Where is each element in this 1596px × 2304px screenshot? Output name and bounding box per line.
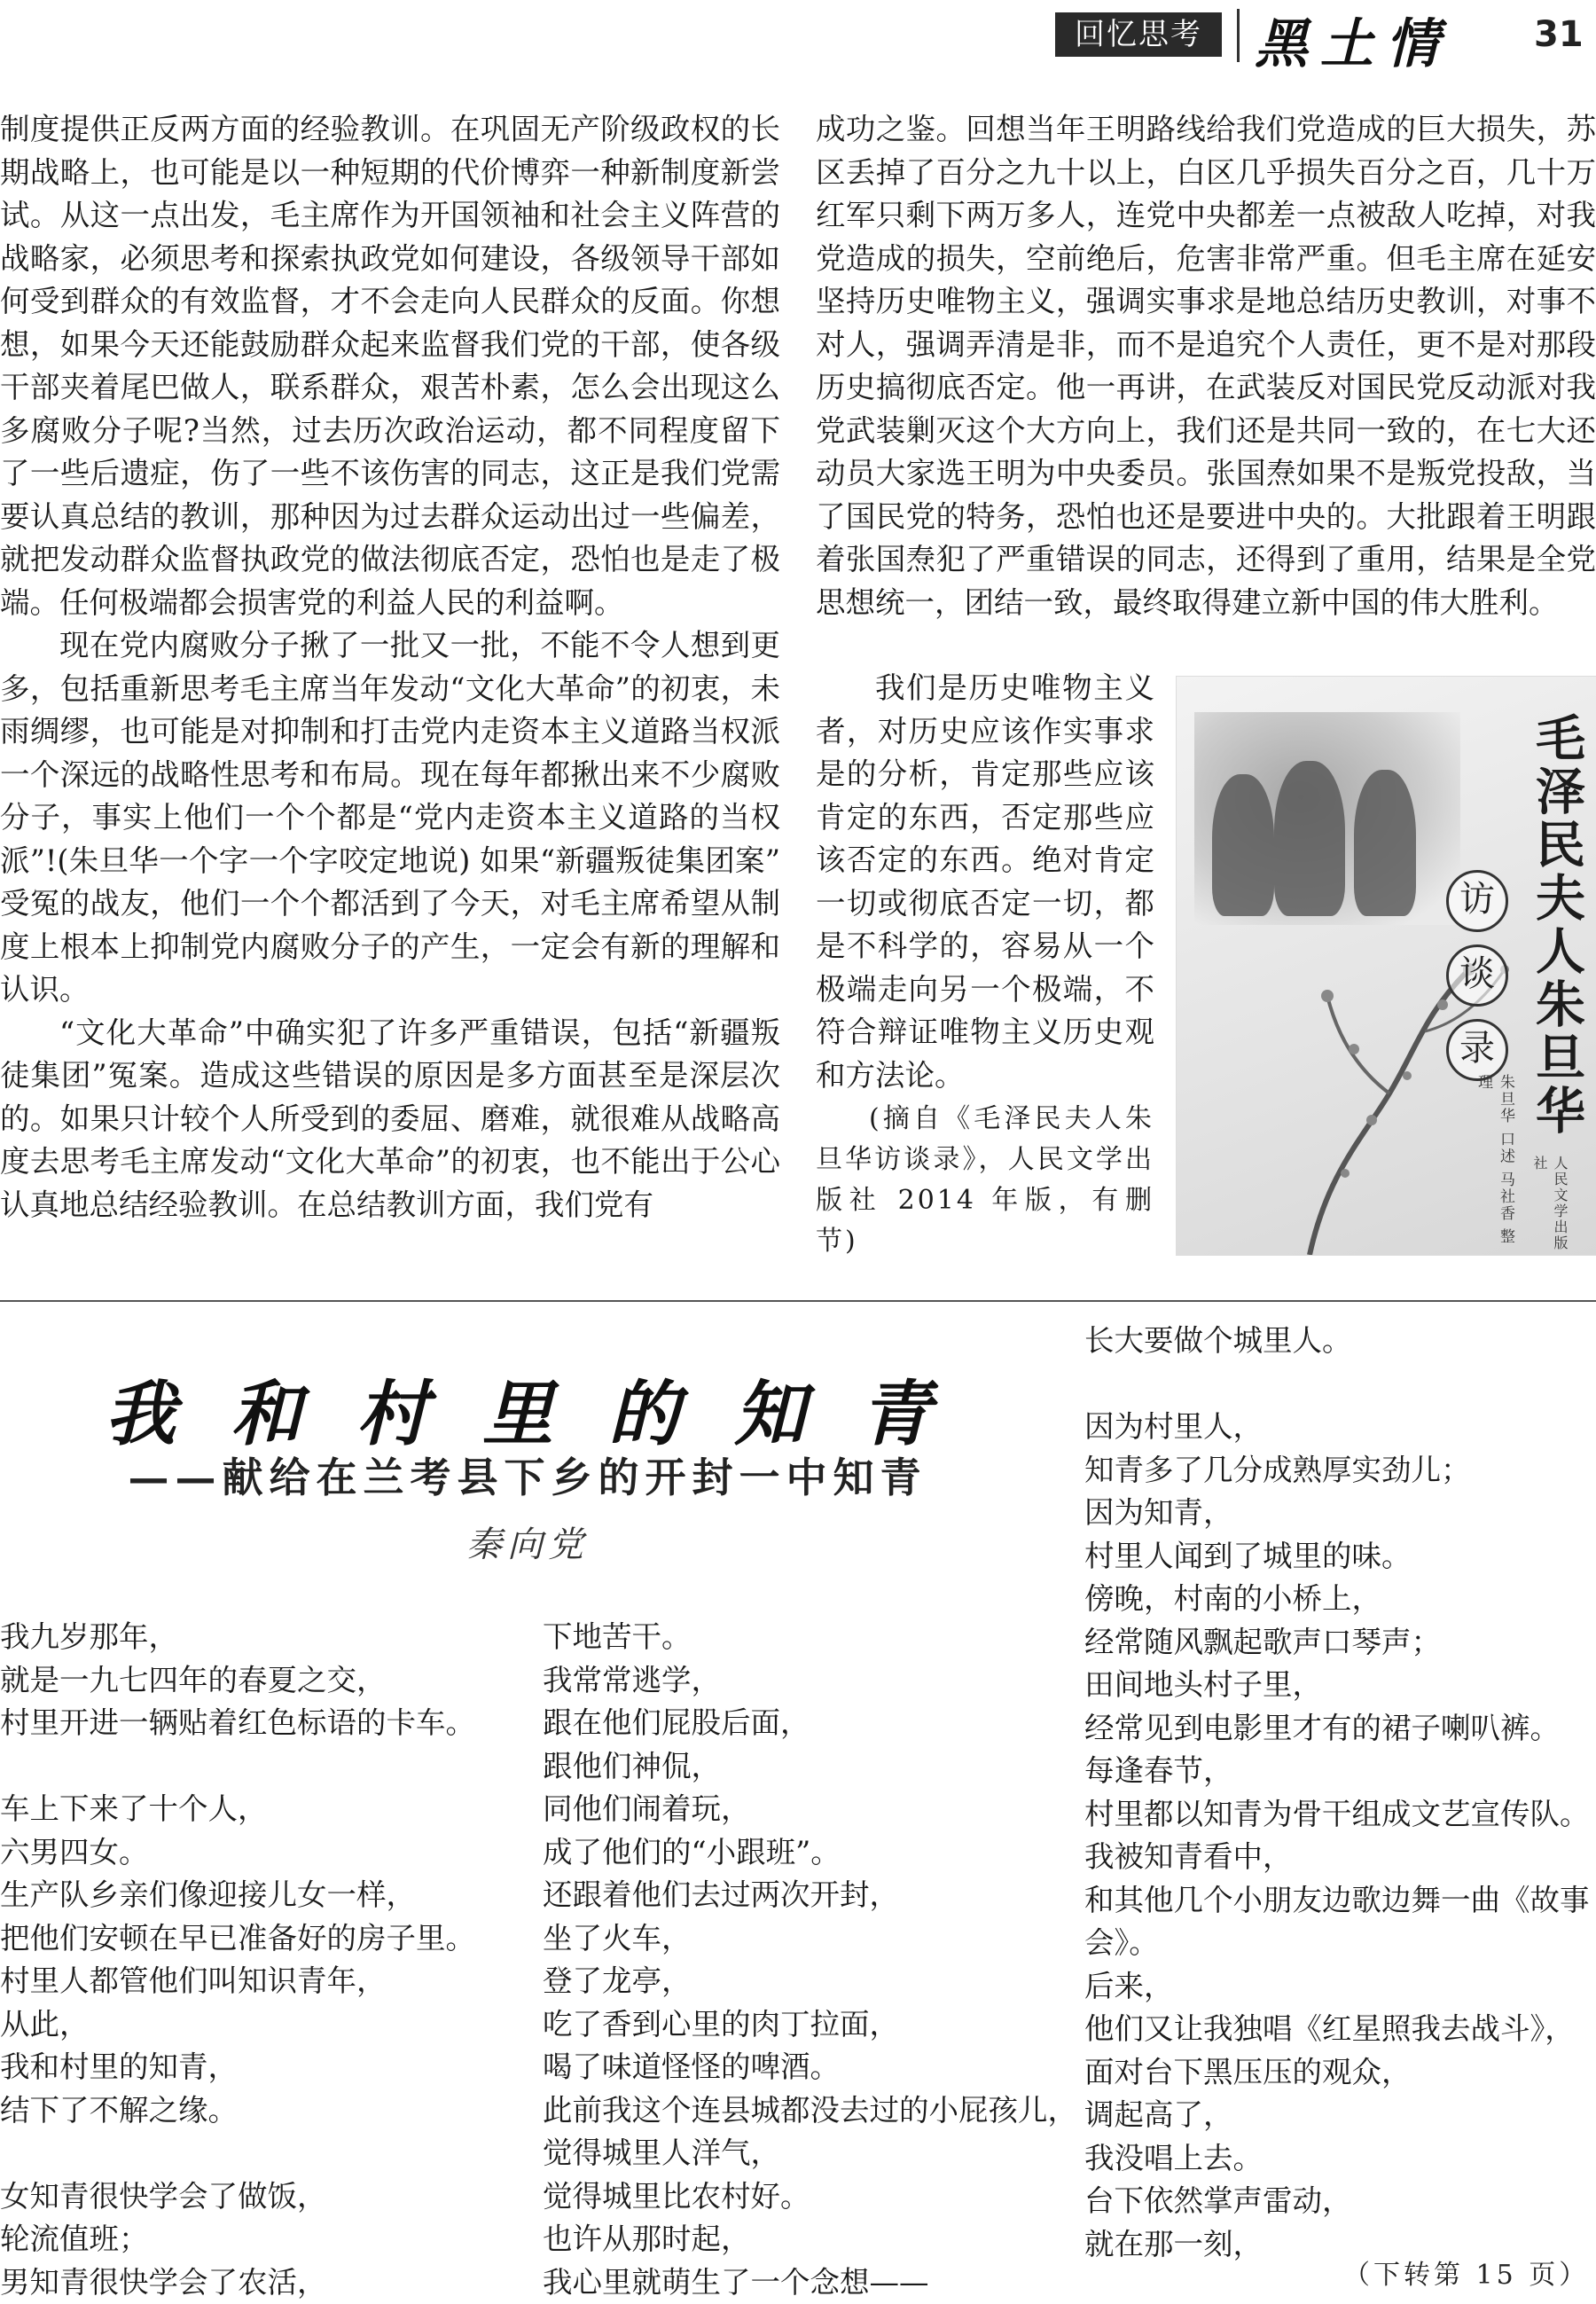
poem-line: 田间地头村子里， xyxy=(1084,1667,1322,1702)
article-paragraph: 现在党内腐败分子揪了一批又一批，不能不令人想到更多，包括重新思考毛主席当年发动“文化大革命”的初衷，未雨绸缪，也可能是对抑制和打击党内走资本主义道路当权派一个深远的战略性思考和布局。现在每年都揪出来不少腐败分子，事实上他们一个个都是“党内走资本主义道路的当权派”!(朱旦华一个字一个字咬定地说) 如果“新疆叛徒集团案” 受冤的战友，他们一个个都活到了今天，对毛主席希望从制度上根本上抑制党内腐败分子的产生，一定会有新的理解和认识。 xyxy=(0,628,780,1007)
poem-line: 坐了火车， xyxy=(543,1920,692,1955)
poem-line: 登了龙亭， xyxy=(543,1963,692,1998)
poem-line: 吃了香到心里的肉丁拉面， xyxy=(543,2006,899,2041)
poem-line: 村里都以知青为骨干组成文艺宣传队。 xyxy=(1084,1796,1590,1831)
poem-line: 经常见到电影里才有的裙子喇叭裤。 xyxy=(1084,1710,1560,1745)
stanza-gap xyxy=(0,1745,523,1789)
cover-seal-char: 谈 xyxy=(1446,944,1508,1007)
poem-line: 跟在他们屁股后面， xyxy=(543,1705,810,1740)
magazine-title: 黑土情 xyxy=(1255,13,1451,75)
poem-subtitle: ——献给在兰考县下乡的开封一中知青 xyxy=(128,1454,927,1501)
cover-seal-column xyxy=(1443,870,1514,1093)
poem-line: 他们又让我独唱《红星照我去战斗》， xyxy=(1084,2011,1575,2046)
poem-line: 调起高了， xyxy=(1084,2097,1233,2132)
poem-line: 男知青很快学会了农活， xyxy=(0,2264,327,2300)
poem-line: 生产队乡亲们像迎接儿女一样， xyxy=(0,1877,416,1912)
poem-line: 长大要做个城里人。 xyxy=(1084,1323,1352,1358)
stanza-gap xyxy=(0,2132,523,2175)
article-paragraph: 我们是历史唯物主义者，对历史应该作实事求是的分析，肯定那些应该肯定的东西，否定那些应该否定的东西。绝对肯定一切或彻底否定一切，都是不科学的，容易从一个极端走向另一个极端，不符合辩证唯物主义历史观和方法论。 xyxy=(816,670,1154,1093)
cover-editors: 朱旦华 口述 马社香 整理 xyxy=(1475,1074,1514,1246)
poem-line: 后来， xyxy=(1084,1968,1174,2003)
cover-seal-char: 录 xyxy=(1446,1019,1508,1081)
poem-line: 觉得城里人洋气， xyxy=(543,2136,780,2170)
article-paragraph: “文化大革命”中确实犯了许多严重错误，包括“新疆叛徒集团”冤案。造成这些错误的原因是多方面甚至是深层次的。如果只计较个人所受到的委屈、磨难，就很难从战略高度去思考毛主席发动“文化大革命”的初衷，也不能出于公心认真地总结经验教训。在总结教训方面，我们党有 xyxy=(0,1015,780,1222)
poem-line: 车上下来了十个人， xyxy=(0,1791,268,1826)
poem-line: 觉得城里比农村好。 xyxy=(543,2178,810,2214)
poem-column-2 xyxy=(543,1616,1077,2304)
poem-line: 也许从那时起， xyxy=(543,2222,751,2256)
poem-line: 因为知青， xyxy=(1084,1495,1233,1530)
article-paragraph: 成功之鉴。回想当年王明路线给我们党造成的巨大损失，苏区丢掉了百分之九十以上，白区几乎损失百分之百，几十万红军只剩下两万多人，连党中央都差一点被敌人吃掉，对我党造成的损失，空前绝后，危害非常严重。但毛主席在延安坚持历史唯物主义，强调实事求是地总结历史教训，对事不对人，强调弄清是非，而不是追究个人责任，更不是对那段历史搞彻底否定。他一再讲，在武装反对国民党反动派对我党武装剿灭这个大方向上，我们还是共同一致的，在七大还动员大家选王明为中央委员。张国焘如果不是叛党投敌，当了国民党的特务，恐怕也还是要进中央的。大批跟着王明跟着张国焘犯了严重错误的同志，还得到了重用，结果是全党思想统一，团结一致，最终取得建立新中国的伟大胜利。 xyxy=(816,112,1596,620)
section-label: 回忆思考 xyxy=(1055,12,1222,57)
section-divider xyxy=(0,1300,1596,1302)
poem-line: 成了他们的“小跟班”。 xyxy=(543,1834,841,1869)
poem-line: 同他们闹着玩， xyxy=(543,1791,751,1826)
poem-line: 此前我这个连县城都没去过的小屁孩儿， xyxy=(543,2092,1077,2128)
poem-line: 知青多了几分成熟厚实劲儿； xyxy=(1084,1452,1471,1487)
poem-line: 村里人闻到了城里的味。 xyxy=(1084,1538,1412,1573)
poem-line: 跟他们神侃， xyxy=(543,1748,721,1783)
article-right-column xyxy=(816,108,1596,624)
poem-line: 台下依然掌声雷动， xyxy=(1084,2183,1352,2218)
poem-line: 傍晚，村南的小桥上， xyxy=(1084,1581,1381,1616)
book-cover-image xyxy=(1176,676,1596,1256)
poem-column-3 xyxy=(1084,1320,1596,2266)
poem-line: 我和村里的知青， xyxy=(0,2049,238,2084)
page-number: 31 xyxy=(1534,14,1584,55)
header-divider xyxy=(1237,9,1240,62)
cover-publisher: 人民文学出版社 xyxy=(1531,1156,1569,1251)
poem-line: 村里人都管他们叫知识青年， xyxy=(0,1963,387,1998)
poem-line: 把他们安顿在早已准备好的房子里。 xyxy=(0,1920,475,1955)
poem-line: 结下了不解之缘。 xyxy=(0,2092,238,2128)
poem-line: 我没唱上去。 xyxy=(1084,2140,1263,2175)
poem-line: 女知青很快学会了做饭， xyxy=(0,2178,327,2214)
poem-line: 从此， xyxy=(0,2006,90,2041)
cover-title: 毛泽民夫人朱旦华 xyxy=(1528,712,1585,1138)
poem-line: 就在那一刻， xyxy=(1084,2226,1263,2261)
poem-author: 秦向党 xyxy=(466,1524,589,1565)
poem-line: 还跟着他们去过两次开封， xyxy=(543,1877,899,1912)
poem-line: 因为村里人， xyxy=(1084,1409,1263,1444)
poem-line: 经常随风飘起歌声口琴声； xyxy=(1084,1624,1441,1659)
continued-note: （下转第 15 页） xyxy=(1343,2260,1590,2291)
poem-line: 每逢春节， xyxy=(1084,1753,1233,1788)
poem-line: 就是一九七四年的春夏之交， xyxy=(0,1662,387,1697)
poem-line: 喝了味道怪怪的啤酒。 xyxy=(543,2049,840,2084)
poem-title: 我和村里的知青 xyxy=(105,1372,986,1455)
article-paragraph: 制度提供正反两方面的经验教训。在巩固无产阶级政权的长期战略上，也可能是以一种短期的代价博弈一种新制度新尝试。从这一点出发，毛主席作为开国领袖和社会主义阵营的战略家，必须思考和探索执政党如何建设，各级领导干部如何受到群众的有效监督，才不会走向人民群众的反面。你想想，如果今天还能鼓励群众起来监督我们党的干部，使各级干部夹着尾巴做人，联系群众，艰苦朴素，怎么会出现这么多腐败分子呢?当然，过去历次政治运动，都不同程度留下了一些后遗症，伤了一些不该伤害的同志，这正是我们党需要认真总结的教训，那种因为过去群众运动出过一些偏差，就把发动群众监督执政党的做法彻底否定，恐怕也是走了极端。任何极端都会损害党的利益人民的利益啊。 xyxy=(0,112,780,620)
poem-line: 轮流值班； xyxy=(0,2222,149,2256)
page-header xyxy=(0,0,1596,75)
poem-line: 我心里就萌生了一个念想—— xyxy=(543,2264,929,2300)
poem-line: 我被知青看中， xyxy=(1084,1839,1293,1874)
poem-column-1 xyxy=(0,1616,523,2304)
poem-line: 我常常逃学， xyxy=(543,1662,721,1697)
article-narrow-column xyxy=(816,667,1154,1262)
cover-seal-char: 访 xyxy=(1446,870,1508,932)
poem-line: 面对台下黑压压的观众， xyxy=(1084,2054,1412,2089)
poem-line: 和其他几个小朋友边歌边舞一曲《故事会》。 xyxy=(1084,1882,1590,1960)
poem-line: 下地苦干。 xyxy=(543,1619,692,1654)
poem-line: 我九岁那年， xyxy=(0,1619,178,1654)
source-note: (摘自《毛泽民夫人朱旦华访谈录》，人民文学出版社 2014 年版，有删节) xyxy=(816,1103,1154,1257)
article-left-column xyxy=(0,108,780,1226)
poem-line: 村里开进一辆贴着红色标语的卡车。 xyxy=(0,1705,475,1740)
poem-line: 六男四女。 xyxy=(0,1834,149,1869)
stanza-gap xyxy=(1084,1363,1596,1407)
